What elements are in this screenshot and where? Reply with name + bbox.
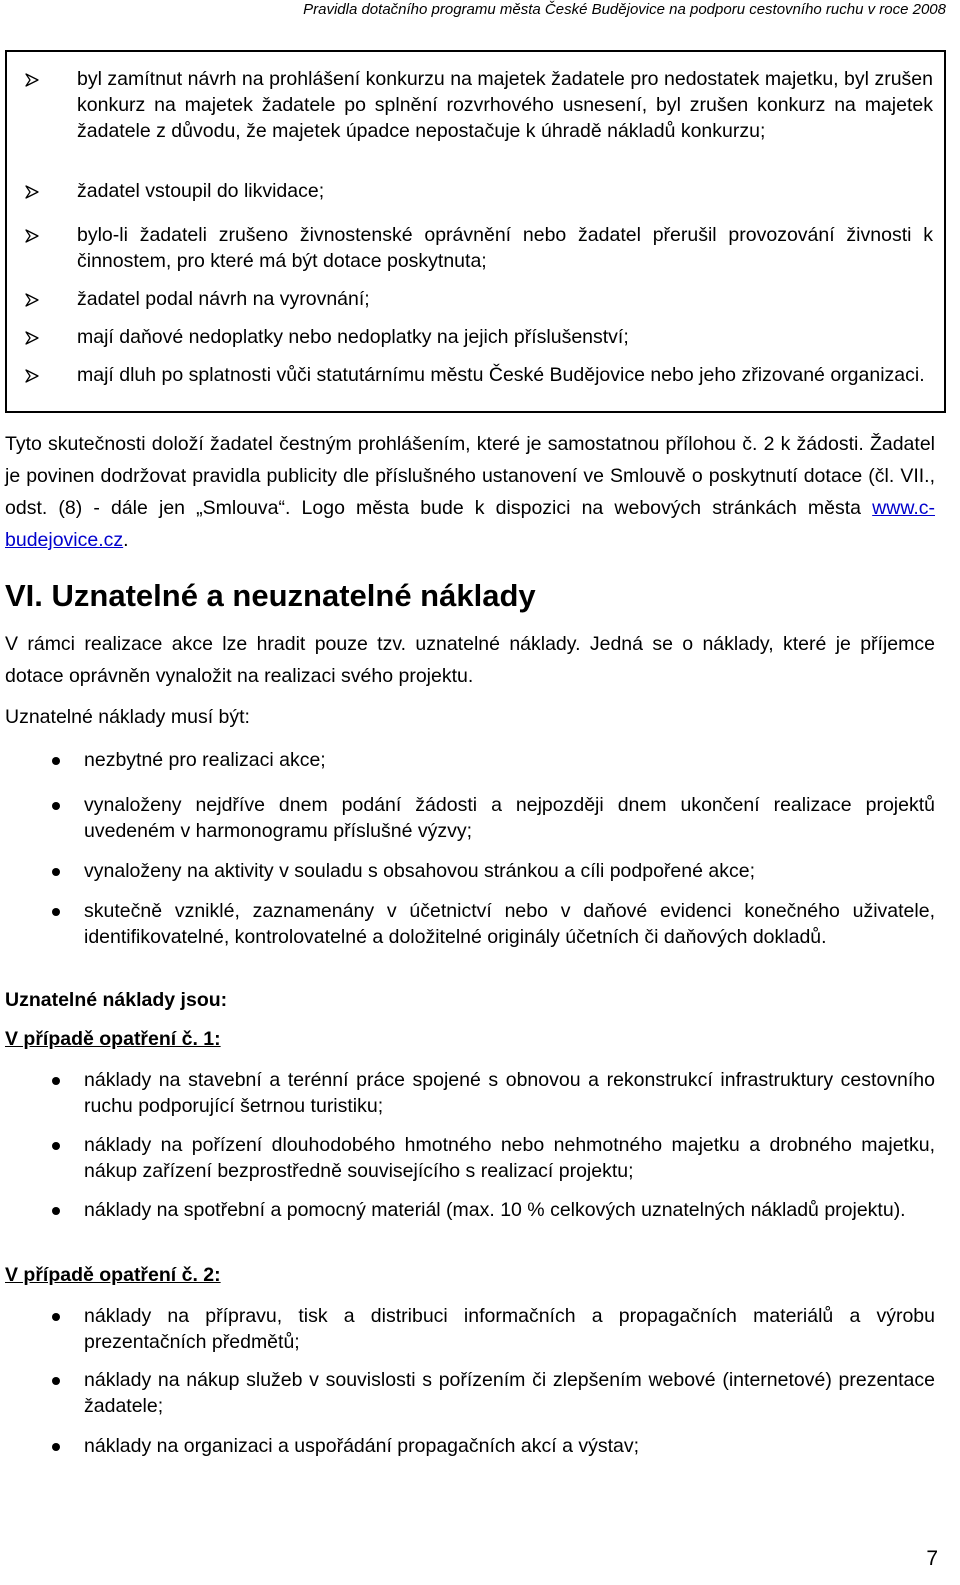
condition-item [7,66,943,144]
measure1-item-text: náklady na pořízení dlouhodobého hmotného nebo nehmotného majetku a drobného majetku, nákup zařízení bezprostředně souvisejícího s realizací projektu; [84,1134,935,1182]
bullet-dot-icon [52,1377,60,1385]
bullet-dot-icon [52,757,60,765]
bullet-dot-icon [52,908,60,916]
measure2-item [40,1433,935,1459]
measure1-item [40,1197,935,1223]
bullet-dot-icon [52,1443,60,1451]
measure2-item-text: náklady na organizaci a uspořádání propagačních akcí a výstav; [84,1435,640,1457]
condition-text: mají daňové nedoplatky nebo nedoplatky na jejich příslušenství; [77,326,629,348]
arrow-bullet-icon [25,229,39,243]
condition-item [7,222,943,274]
conditions-box [5,50,946,413]
condition-item [7,178,943,204]
measure2-item [40,1367,935,1419]
bullet-dot-icon [52,1142,60,1150]
must-be-item-text: nezbytné pro realizaci akce; [84,749,326,771]
measure1-item-text: náklady na stavební a terénní práce spojené s obnovou a rekonstrukcí infrastruktury cestovního ruchu podporující šetrnou turistiku; [84,1069,935,1117]
must-be-item-text: skutečně vzniklé, zaznamenány v účetnictví nebo v daňové evidenci konečného uživatele, identifikovatelné, kontrolovatelné a doložitelné originály účetních či daňových dokladů. [84,900,935,948]
must-be-item [40,898,935,950]
must-be-item [40,858,935,884]
arrow-bullet-icon [25,293,39,307]
section-number: VI. [5,578,43,613]
bullet-dot-icon [52,1207,60,1215]
running-header: Pravidla dotačního programu města České Budějovice na podporu cestovního ruchu v roce 2008 [303,1,946,18]
arrow-bullet-icon [25,331,39,345]
must-be-label: Uznatelné náklady musí být: [5,706,250,728]
measure2-item-text: náklady na nákup služeb v souvislosti s pořízením či zlepšením webové (internetové) prezentace žadatele; [84,1369,935,1417]
measure1-item [40,1067,935,1119]
section-title: Uznatelné a neuznatelné náklady [51,578,536,613]
section-intro: V rámci realizace akce lze hradit pouze tzv. uznatelné náklady. Jedná se o náklady, které je příjemce dotace oprávněn vynaložit na realizaci svého projektu. [5,633,935,687]
condition-text: žadatel vstoupil do likvidace; [77,180,325,202]
must-be-item [40,792,935,844]
condition-item [7,286,943,312]
condition-text: bylo-li žadateli zrušeno živnostenské oprávnění nebo žadatel přerušil provozování živnosti k činnostem, pro které má být dotace poskytnuta; [77,224,933,272]
section-heading [5,578,536,614]
measure2-item-text: náklady na přípravu, tisk a distribuci informačních a propagačních materiálů a výrobu prezentačních předmětů; [84,1305,935,1353]
bullet-dot-icon [52,1313,60,1321]
condition-text: žadatel podal návrh na vyrovnání; [77,288,370,310]
must-be-item-text: vynaloženy na aktivity v souladu s obsahovou stránkou a cíli podpořené akce; [84,860,755,882]
city-website-link[interactable]: www.c-budejovice.cz [5,497,935,551]
condition-item [7,362,943,388]
measure2-label: V případě opatření č. 2: [5,1264,221,1286]
arrow-bullet-icon [25,369,39,383]
bullet-dot-icon [52,802,60,810]
bullet-dot-icon [52,868,60,876]
measure1-label: V případě opatření č. 1: [5,1028,221,1050]
measure1-item [40,1132,935,1184]
declaration-text: Tyto skutečnosti doloží žadatel čestným prohlášením, které je samostatnou přílohou č. 2 k žádosti. Žadatel je povinen dodržovat pravidla publicity dle příslušného ustanovení ve Smlouvě o poskytnutí dotace (čl. VII., odst. (8) - dále jen „Smlouva“. Logo města bude k dispozici na webových stránkách města [5,433,935,519]
must-be-item-text: vynaloženy nejdříve dnem podání žádosti a nejpozději dnem ukončení realizace projektů uvedeném v harmonogramu příslušné výzvy; [84,794,935,842]
measure2-item [40,1303,935,1355]
arrow-bullet-icon [25,73,39,87]
declaration-paragraph [5,428,935,556]
are-label: Uznatelné náklady jsou: [5,989,228,1011]
must-be-item [40,747,935,773]
page-number: 7 [926,1547,938,1570]
declaration-text-end: . [123,529,129,551]
measure1-item-text: náklady na spotřební a pomocný materiál (max. 10 % celkových uznatelných nákladů projektu). [84,1199,906,1221]
condition-text: mají dluh po splatnosti vůči statutárnímu městu České Budějovice nebo jeho zřizované organizaci. [77,364,925,386]
condition-text: byl zamítnut návrh na prohlášení konkurzu na majetek žadatele pro nedostatek majetku, byl zrušen konkurz na majetek žadatele po splnění rozvrhového usnesení, byl zrušen konkurz na majetek žadatele z důvodu, že majetek úpadce nepostačuje k úhradě nákladů konkurzu; [77,68,933,142]
bullet-dot-icon [52,1077,60,1085]
condition-item [7,324,943,350]
arrow-bullet-icon [25,185,39,199]
